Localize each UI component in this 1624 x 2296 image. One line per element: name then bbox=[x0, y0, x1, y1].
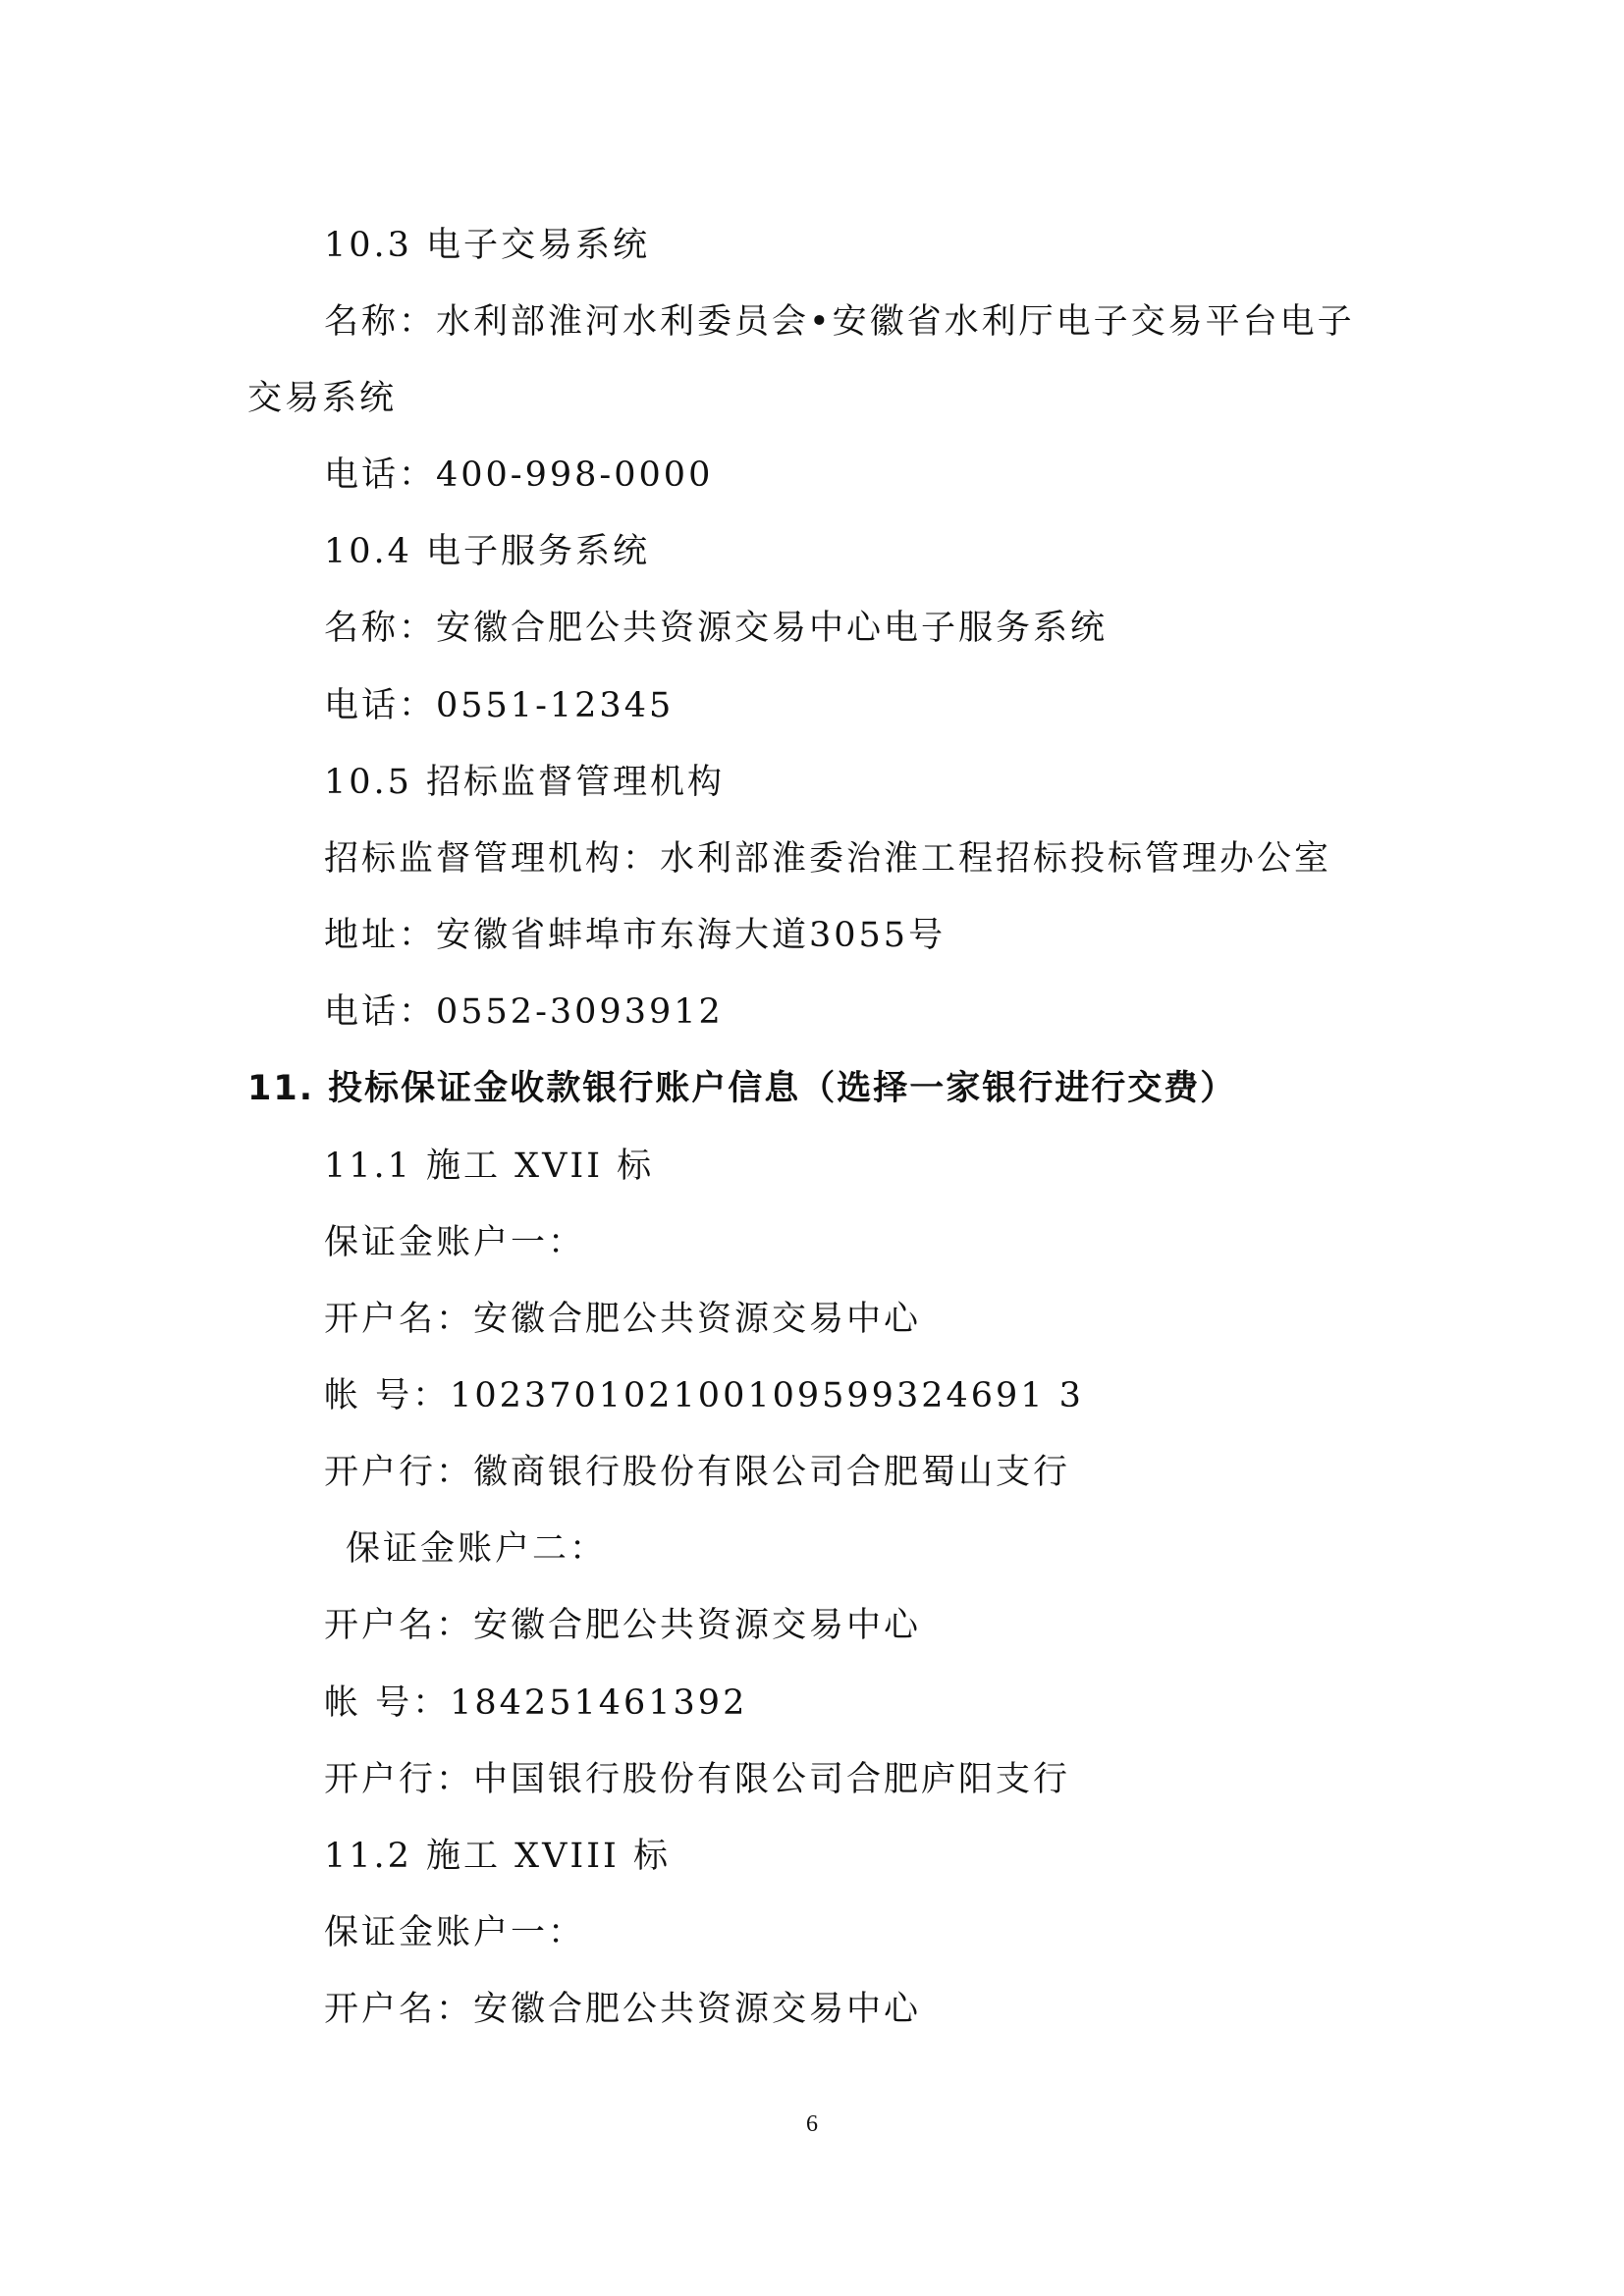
section-11-1-title: 11.1 施工 XVII 标 bbox=[324, 1147, 655, 1186]
agency-phone-line: 电话：0552-3093912 bbox=[324, 992, 724, 1032]
deposit-account-2-label: 保证金账户二： bbox=[346, 1529, 608, 1569]
bank-line: 开户行：中国银行股份有限公司合肥庐阳支行 bbox=[324, 1760, 1071, 1799]
section-10-3-title: 10.3 电子交易系统 bbox=[324, 226, 651, 265]
account-holder-line: 开户名：安徽合肥公共资源交易中心 bbox=[324, 1300, 922, 1339]
system-name-line: 名称：水利部淮河水利委员会•安徽省水利厅电子交易平台电子 bbox=[324, 302, 1355, 342]
page-number: 6 bbox=[806, 2111, 818, 2137]
service-system-name: 名称：安徽合肥公共资源交易中心电子服务系统 bbox=[324, 609, 1109, 648]
section-11-heading: 11. 投标保证金收款银行账户信息（选择一家银行进行交费） bbox=[247, 1069, 1237, 1108]
phone-line: 电话：400-998-0000 bbox=[324, 455, 714, 495]
address-line: 地址：安徽省蚌埠市东海大道3055号 bbox=[324, 916, 947, 955]
section-10-4-title: 10.4 电子服务系统 bbox=[324, 532, 651, 571]
section-10-5-title: 10.5 招标监督管理机构 bbox=[324, 763, 726, 802]
account-number-line: 帐 号：184251461392 bbox=[324, 1683, 748, 1723]
deposit-account-1-label: 保证金账户一： bbox=[324, 1913, 586, 1952]
account-number-line: 帐 号：102370102100109599324691 3 bbox=[324, 1376, 1084, 1415]
deposit-account-1-label: 保证金账户一： bbox=[324, 1223, 586, 1262]
account-holder-line: 开户名：安徽合肥公共资源交易中心 bbox=[324, 1990, 922, 2029]
supervision-agency-line: 招标监督管理机构：水利部淮委治淮工程招标投标管理办公室 bbox=[324, 839, 1332, 879]
service-phone-line: 电话：0551-12345 bbox=[324, 686, 675, 725]
section-11-2-title: 11.2 施工 XVIII 标 bbox=[324, 1837, 671, 1876]
account-holder-line: 开户名：安徽合肥公共资源交易中心 bbox=[324, 1606, 922, 1645]
bank-line: 开户行：徽商银行股份有限公司合肥蜀山支行 bbox=[324, 1453, 1071, 1492]
system-name-continuation: 交易系统 bbox=[247, 379, 398, 418]
